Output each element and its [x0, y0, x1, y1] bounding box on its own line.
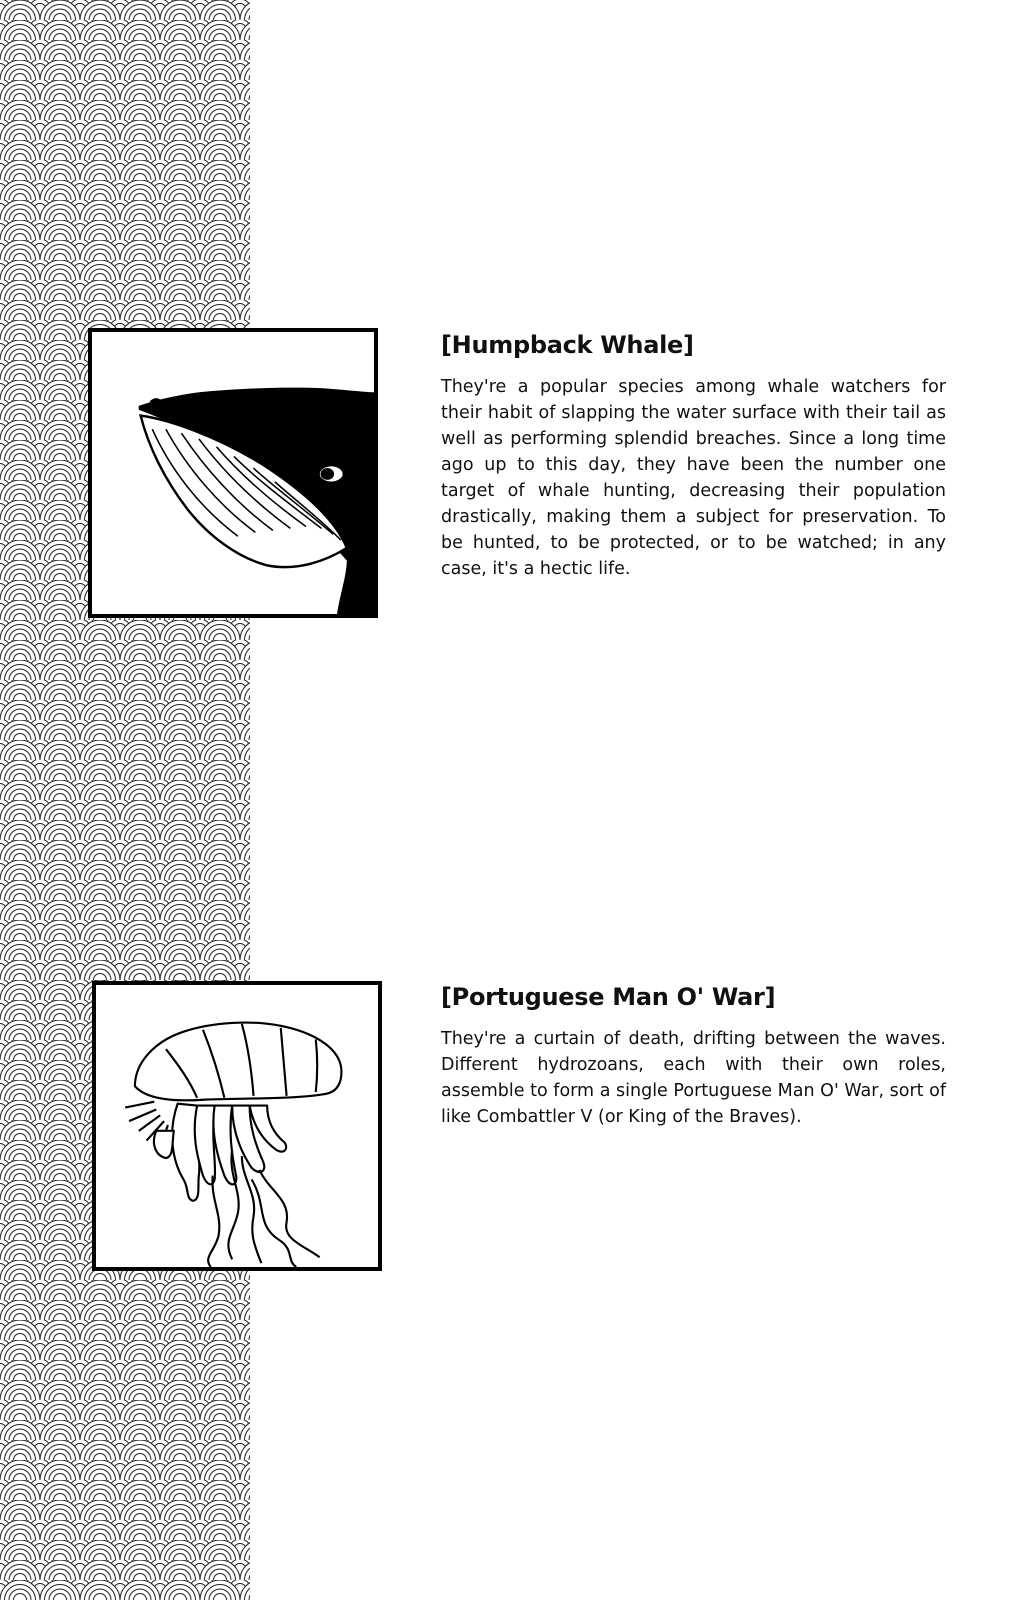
entry-description: They're a popular species among whale watchers for their habit of slapping the water surface with their tail as well as performing splendid breaches. Since a long time ago up to this day, they have been the number one target of whale hunting, decreasing their population drastically, making them a subject for preservation. To be hunted, to be protected, or to be watched; in any case, it's a hectic life.: [441, 377, 946, 579]
humpback-whale-entry: [441, 330, 946, 582]
wave-pattern-strip: [0, 0, 250, 1600]
portuguese-man-o-war-panel: [92, 981, 382, 1271]
portuguese-man-o-war-entry: [441, 982, 946, 1130]
portuguese-man-o-war-illustration-icon: [96, 985, 378, 1267]
entry-title: [Portuguese Man O' War]: [441, 983, 776, 1011]
seigaiha-wave-pattern-icon: [0, 0, 250, 1600]
humpback-whale-panel: [88, 328, 378, 618]
entry-description: They're a curtain of death, drifting between the waves. Different hydrozoans, each with their own roles, assemble to form a single Portuguese Man O' War, sort of like Combattler V (or King of the Braves).: [441, 1029, 946, 1127]
entry-title: [Humpback Whale]: [441, 331, 694, 359]
humpback-whale-illustration-icon: [92, 332, 374, 614]
